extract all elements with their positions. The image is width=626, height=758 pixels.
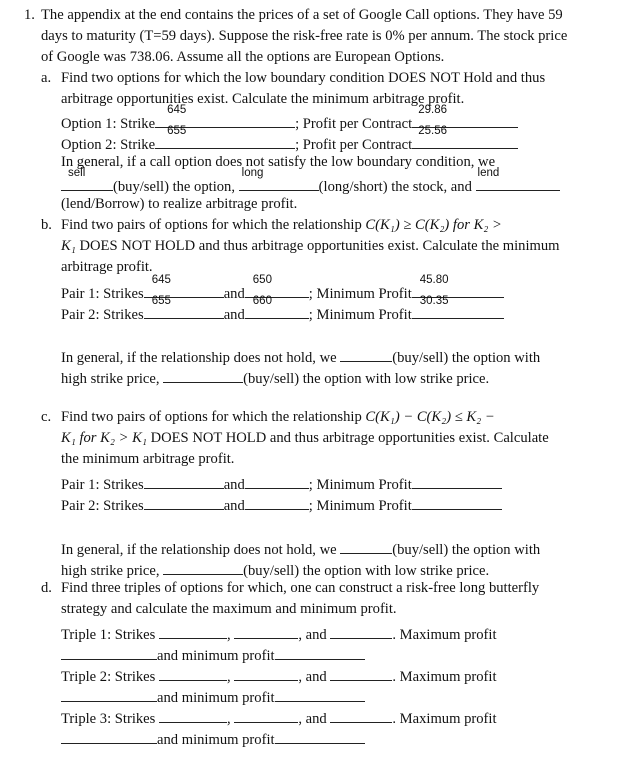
option-1-profit-label: ; Profit per Contract xyxy=(295,116,413,132)
lend-field[interactable] xyxy=(476,167,560,191)
b-pair-2-min-value: 30.35 xyxy=(419,295,449,307)
triple-3-k1-field[interactable] xyxy=(159,705,227,723)
triple-2-max-field[interactable] xyxy=(61,684,157,702)
part-c-general-1-text: In general, if the relationship does not hold, we xyxy=(61,542,337,558)
part-b-math-2: K₁ xyxy=(61,238,76,254)
b-pair-2-k1-field[interactable] xyxy=(144,295,224,319)
part-d-line-2: strategy and calculate the maximum and minimum profit. xyxy=(61,601,397,617)
long-field[interactable] xyxy=(239,167,319,191)
part-a-buy-sell-text: (buy/sell) the option, xyxy=(113,179,236,195)
part-b-line-1 xyxy=(61,215,502,236)
c-pair-1-k2-field[interactable] xyxy=(245,471,309,489)
lend-value: lend xyxy=(477,167,500,179)
part-b-general-2-tail: (buy/sell) the option with low strike price. xyxy=(243,371,490,387)
c-pair-1-row xyxy=(61,471,502,492)
c-pair-2-min-field[interactable] xyxy=(412,492,502,510)
c-pair-1-min-label: ; Minimum Profit xyxy=(308,477,412,493)
part-a-long-short-text: (long/short) the stock, and xyxy=(318,179,472,195)
triple-2-k3-field[interactable] xyxy=(330,663,392,681)
option-1-strike-value: 645 xyxy=(167,104,187,116)
part-d-letter: d. xyxy=(41,580,52,596)
part-b-letter: b. xyxy=(41,217,52,233)
triple-1-k3-field[interactable] xyxy=(330,621,392,639)
b-pair-2-row xyxy=(61,295,504,323)
c-pair-1-label: Pair 1: Strikes xyxy=(61,477,144,493)
option-2-row xyxy=(61,125,518,153)
triple-2-label: Triple 2: Strikes xyxy=(61,669,156,685)
c-pair-2-k2-field[interactable] xyxy=(245,492,309,510)
intro-line-3: of Google was 738.06. Assume all the options are European Options. xyxy=(41,49,445,65)
triple-3-comma: , xyxy=(227,711,231,727)
part-a-general-1: In general, if a call option does not satisfy the low boundary condition, we xyxy=(61,154,496,170)
triple-1-k1-field[interactable] xyxy=(159,621,227,639)
option-1-profit-value: 29.86 xyxy=(418,104,447,116)
triple-2-min-field[interactable] xyxy=(275,684,365,702)
triple-3-k3-field[interactable] xyxy=(330,705,392,723)
c-pair-2-k1-field[interactable] xyxy=(144,492,224,510)
option-2-profit-label: ; Profit per Contract xyxy=(295,137,413,153)
part-c-line-3: the minimum arbitrage profit. xyxy=(61,451,235,467)
part-b-line-1-text: Find two pairs of options for which the relationship xyxy=(61,217,362,233)
triple-2-k1-field[interactable] xyxy=(159,663,227,681)
question-number: 1. xyxy=(24,7,35,23)
triple-3-k2-field[interactable] xyxy=(234,705,298,723)
triple-1-min-label: and minimum profit xyxy=(157,648,275,664)
triple-3-max-label: . Maximum profit xyxy=(392,711,497,727)
triple-1-and: , and xyxy=(298,627,327,643)
part-c-line-1-text: Find two pairs of options for which the relationship xyxy=(61,409,362,425)
c-pair-2-label: Pair 2: Strikes xyxy=(61,498,144,514)
triple-1-max-field[interactable] xyxy=(61,642,157,660)
option-2-profit-value: 25.56 xyxy=(418,125,447,137)
b-pair-1-min-value: 45.80 xyxy=(419,274,449,286)
option-2-label: Option 2: Strike xyxy=(61,137,156,153)
triple-2-row xyxy=(61,663,497,684)
b-pair-1-and: and xyxy=(223,286,245,302)
part-c-letter: c. xyxy=(41,409,52,425)
part-c-general-2-tail: (buy/sell) the option with low strike price. xyxy=(243,563,490,579)
b-pair-2-label: Pair 2: Strikes xyxy=(61,307,144,323)
option-1-row xyxy=(61,104,518,132)
triple-3-min-field[interactable] xyxy=(275,726,365,744)
option-2-strike-value: 655 xyxy=(167,125,187,137)
option-2-strike-field[interactable] xyxy=(155,125,295,149)
b-pair-1-label: Pair 1: Strikes xyxy=(61,286,144,302)
part-a-line-1: Find two options for which the low boundary condition DOES NOT Hold and thus xyxy=(61,70,546,86)
b-high-strike-field[interactable] xyxy=(340,344,392,362)
b-pair-2-k2-value: 660 xyxy=(252,295,272,307)
part-c-math-1: C(K₁) − C(K₂) ≤ K₂ − xyxy=(365,409,495,425)
triple-1-k2-field[interactable] xyxy=(234,621,298,639)
c-pair-1-k1-field[interactable] xyxy=(144,471,224,489)
c-low-strike-field[interactable] xyxy=(163,557,243,575)
triple-3-label: Triple 3: Strikes xyxy=(61,711,156,727)
sell-value: sell xyxy=(68,167,86,179)
part-b-math-1: C(K₁) ≥ C(K₂) for K₂ > xyxy=(365,217,502,233)
b-pair-2-min-label: ; Minimum Profit xyxy=(308,307,412,323)
part-a-general-3: (lend/Borrow) to realize arbitrage profit. xyxy=(61,196,298,212)
part-c-general-1-tail: (buy/sell) the option with xyxy=(392,542,541,558)
part-b-line-2-text: DOES NOT HOLD and thus arbitrage opportunities exist. Calculate the minimum xyxy=(79,238,560,254)
option-1-label: Option 1: Strike xyxy=(61,116,156,132)
triple-1-min-row xyxy=(61,642,365,663)
part-c-general-2-text: high strike price, xyxy=(61,563,160,579)
b-pair-2-and: and xyxy=(223,307,245,323)
part-a-letter: a. xyxy=(41,70,52,86)
c-pair-2-row xyxy=(61,492,502,513)
long-value: long xyxy=(241,167,264,179)
part-b-line-3: arbitrage profit. xyxy=(61,259,153,275)
part-b-general-1 xyxy=(61,344,540,365)
triple-3-min-label: and minimum profit xyxy=(157,732,275,748)
b-pair-1-k2-value: 650 xyxy=(252,274,272,286)
triple-3-and: , and xyxy=(298,711,327,727)
triple-1-comma: , xyxy=(227,627,231,643)
b-pair-1-k1-value: 645 xyxy=(151,274,171,286)
c-pair-1-and: and xyxy=(223,477,245,493)
part-c-line-2 xyxy=(61,428,549,449)
part-d-line-1: Find three triples of options for which, one can construct a risk-free long butterfly xyxy=(61,580,540,596)
b-pair-2-k2-field[interactable] xyxy=(245,295,309,319)
part-a-general-2 xyxy=(61,167,560,195)
c-high-strike-field[interactable] xyxy=(340,536,392,554)
part-b-general-1-text: In general, if the relationship does not hold, we xyxy=(61,350,337,366)
option-2-profit-field[interactable] xyxy=(412,125,518,149)
part-a-line-2: arbitrage opportunities exist. Calculate the minimum arbitrage profit. xyxy=(61,91,465,107)
triple-2-comma: , xyxy=(227,669,231,685)
part-c-general-1 xyxy=(61,536,540,557)
c-pair-1-min-field[interactable] xyxy=(412,471,502,489)
part-c-general-2 xyxy=(61,557,489,578)
triple-3-max-field[interactable] xyxy=(61,726,157,744)
triple-3-min-row xyxy=(61,726,365,747)
sell-field[interactable] xyxy=(61,167,113,191)
intro-line-1: The appendix at the end contains the prices of a set of Google Call options. They have 59 xyxy=(41,7,563,23)
part-c-line-1 xyxy=(61,407,495,428)
intro-line-2: days to maturity (T=59 days). Suppose the risk-free rate is 0% per annum. The stock price xyxy=(41,28,568,44)
b-low-strike-field[interactable] xyxy=(163,365,243,383)
part-b-general-2 xyxy=(61,365,489,386)
triple-1-row xyxy=(61,621,497,642)
c-pair-2-and: and xyxy=(223,498,245,514)
part-b-general-1-tail: (buy/sell) the option with xyxy=(392,350,541,366)
triple-3-row xyxy=(61,705,497,726)
triple-2-k2-field[interactable] xyxy=(234,663,298,681)
part-c-math-2: K₁ for K₂ > K₁ xyxy=(61,430,147,446)
b-pair-2-k1-value: 655 xyxy=(151,295,171,307)
part-c-line-2-text: DOES NOT HOLD and thus arbitrage opportunities exist. Calculate xyxy=(150,430,549,446)
triple-1-min-field[interactable] xyxy=(275,642,365,660)
triple-1-label: Triple 1: Strikes xyxy=(61,627,156,643)
b-pair-1-min-label: ; Minimum Profit xyxy=(308,286,412,302)
triple-1-max-label: . Maximum profit xyxy=(392,627,497,643)
triple-2-min-label: and minimum profit xyxy=(157,690,275,706)
part-b-line-2 xyxy=(61,236,560,257)
part-b-general-2-text: high strike price, xyxy=(61,371,160,387)
b-pair-2-min-field[interactable] xyxy=(412,295,504,319)
triple-2-min-row xyxy=(61,684,365,705)
triple-2-max-label: . Maximum profit xyxy=(392,669,497,685)
triple-2-and: , and xyxy=(298,669,327,685)
c-pair-2-min-label: ; Minimum Profit xyxy=(308,498,412,514)
